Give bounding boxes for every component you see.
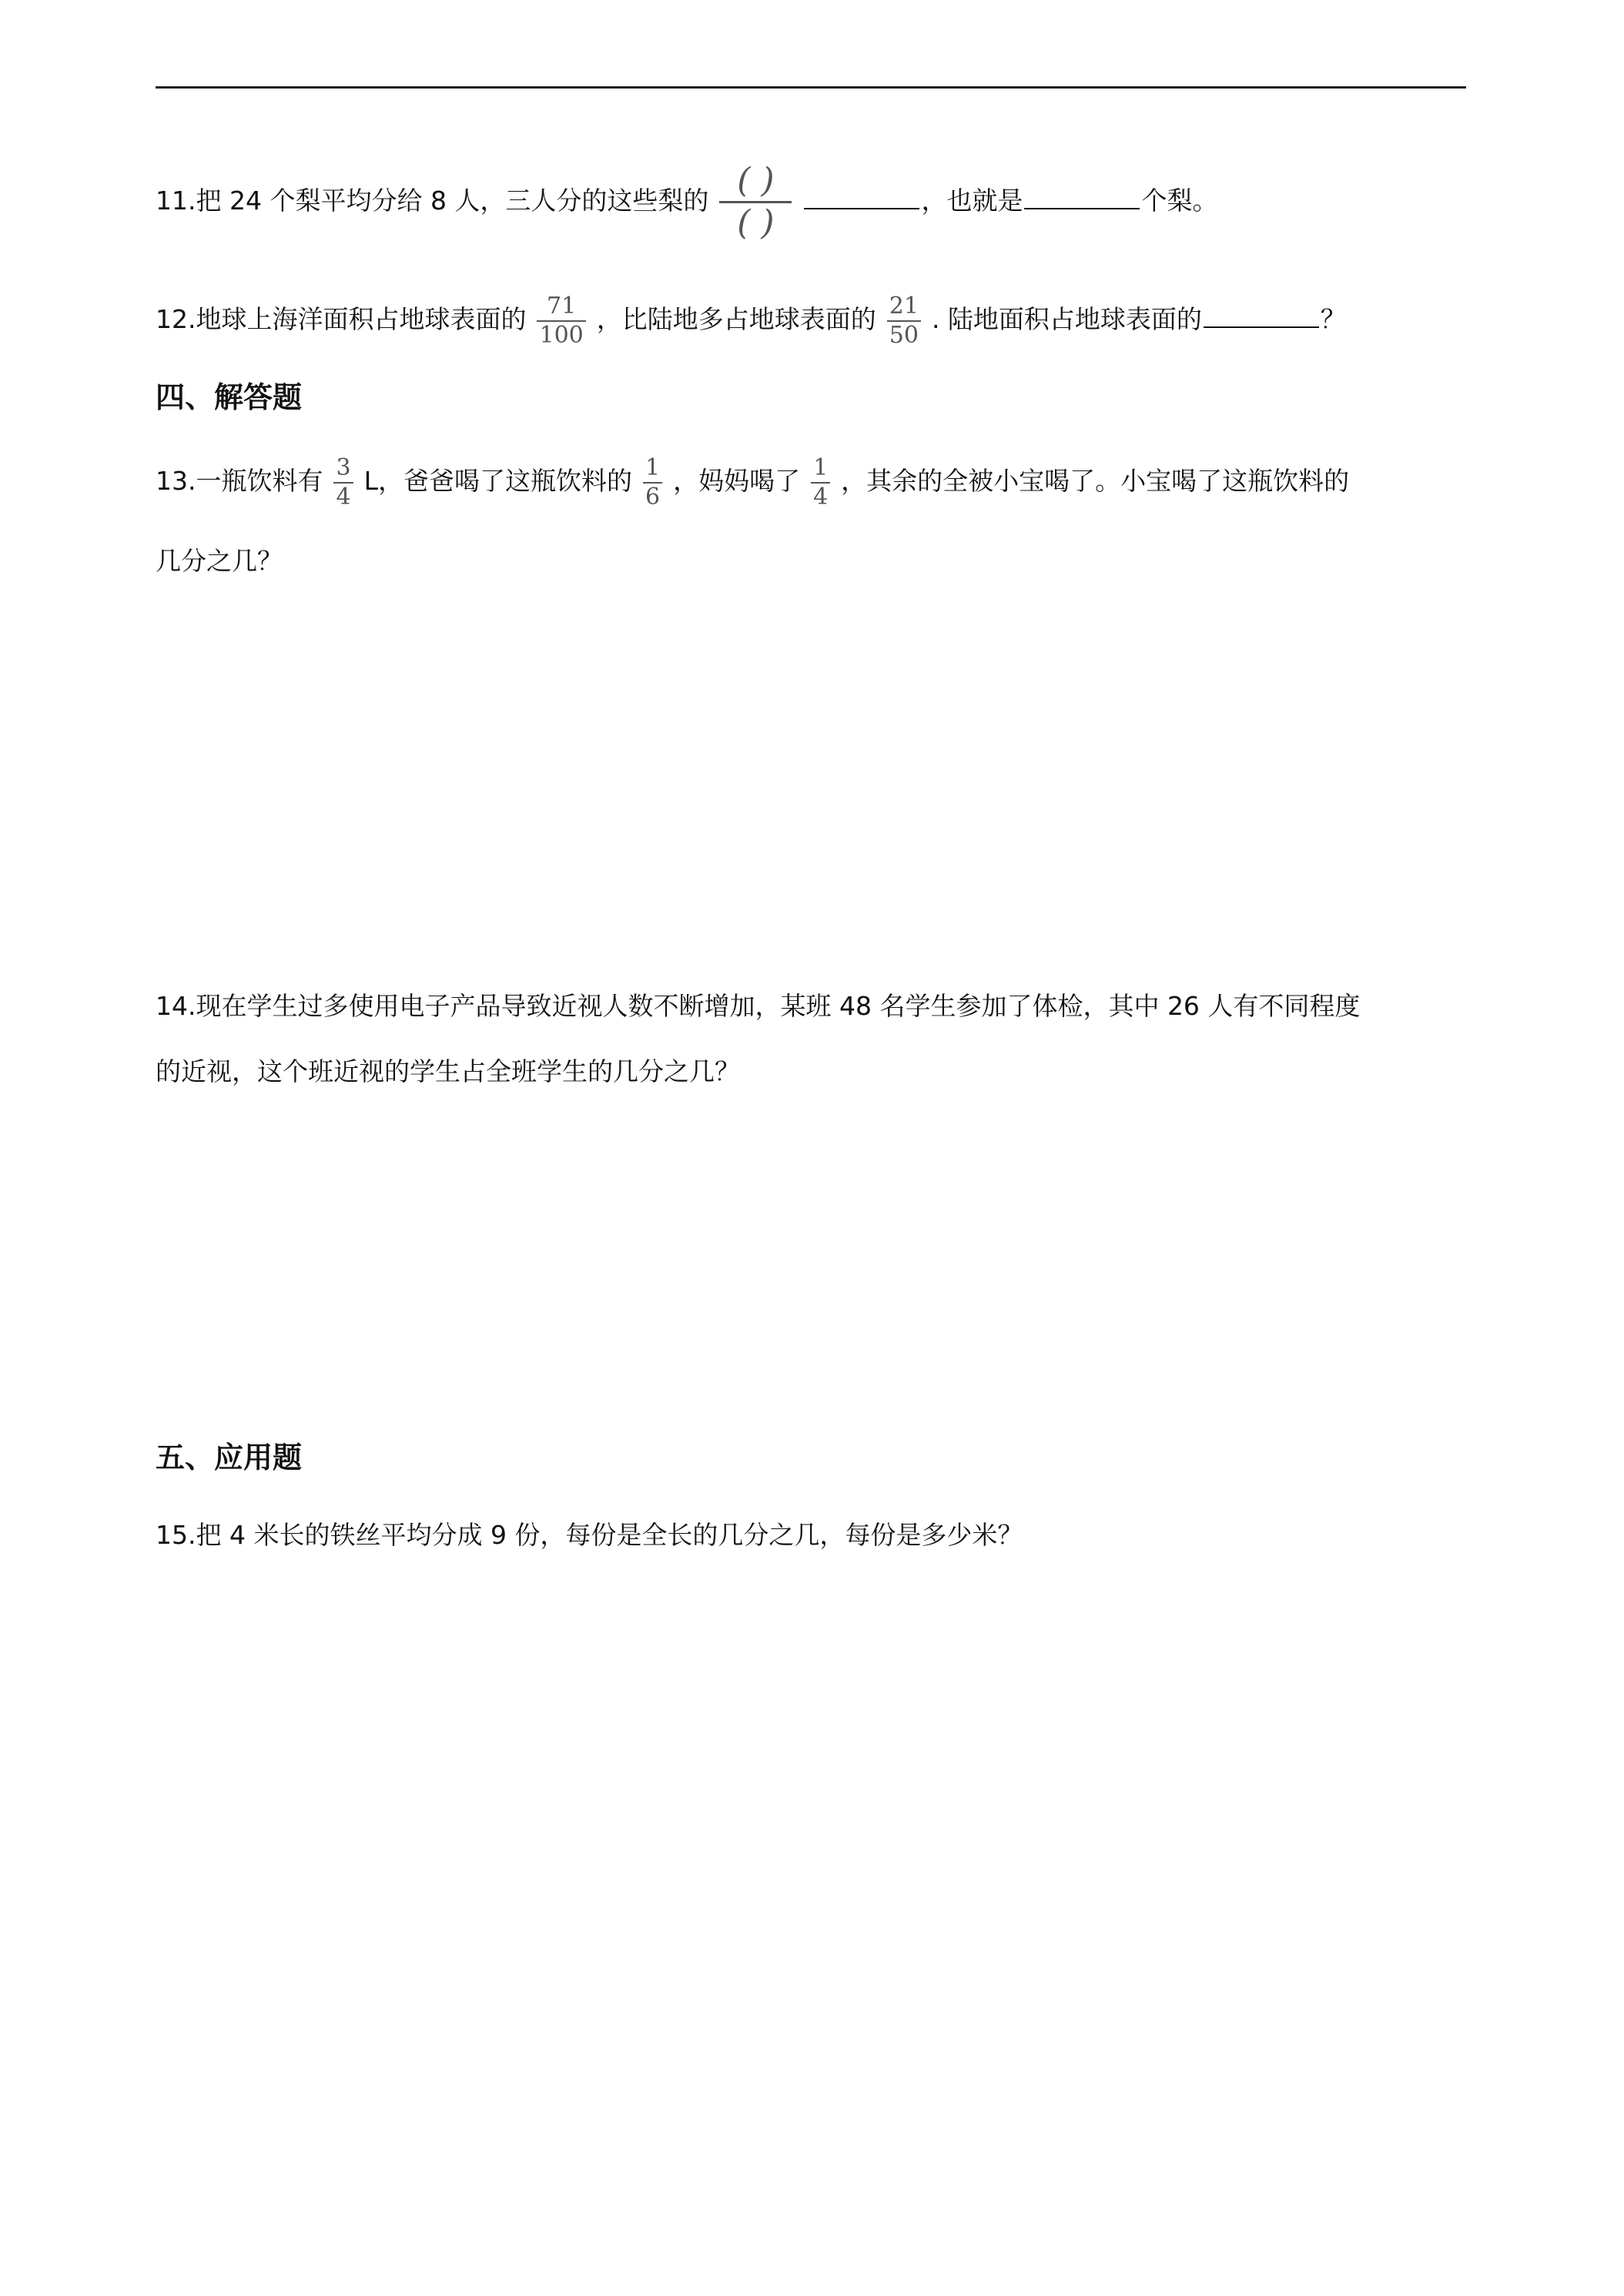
q11-fraction-numerator: ( ) xyxy=(737,161,775,200)
question-13 xyxy=(156,456,1349,509)
q11-fraction xyxy=(719,163,792,241)
q13-text-c: ，妈妈喝了 xyxy=(673,466,801,496)
q12-fraction-2-denominator: 50 xyxy=(889,321,919,349)
q13-text-b: L，爸爸喝了这瓶饮料的 xyxy=(363,466,632,496)
q14-line-2: 的近视，这个班近视的学生占全班学生的几分之几？ xyxy=(156,1056,740,1086)
section-heading-5: 五、应用题 xyxy=(156,1441,303,1474)
header-rule xyxy=(156,86,1466,89)
q12-blank[interactable] xyxy=(1204,303,1319,328)
q13-text-a: 13.一瓶饮料有 xyxy=(156,466,323,496)
q12-fraction-1 xyxy=(537,294,585,347)
q12-text-a: 12.地球上海洋面积占地球表面的 xyxy=(156,304,527,334)
q12-fraction-1-numerator: 71 xyxy=(547,293,577,320)
q13-line-2: 几分之几？ xyxy=(156,546,283,576)
q13-fraction-1 xyxy=(333,456,353,509)
q13-fraction-3-numerator: 1 xyxy=(813,454,829,481)
q12-fraction-2 xyxy=(887,294,921,347)
q11-text-c: 个梨。 xyxy=(1141,186,1218,216)
q13-fraction-2-denominator: 6 xyxy=(645,483,661,510)
q12-fraction-2-numerator: 21 xyxy=(889,293,919,320)
question-12 xyxy=(156,294,1346,347)
q14-line-1: 14.现在学生过多使用电子产品导致近视人数不断增加，某班 48 名学生参加了体检，其中 26 人有不同程度 xyxy=(156,991,1361,1021)
q13-fraction-1-denominator: 4 xyxy=(336,483,351,510)
q13-text-d: ，其余的全被小宝喝了。小宝喝了这瓶饮料的 xyxy=(841,466,1350,496)
q12-text-b: ，比陆地多占地球表面的 xyxy=(596,304,876,334)
q11-blank-1[interactable] xyxy=(804,185,919,209)
q13-fraction-3-denominator: 4 xyxy=(813,483,829,510)
q15-line-1: 15.把 4 米长的铁丝平均分成 9 份，每份是全长的几分之几，每份是多少米？ xyxy=(156,1520,1023,1550)
q12-text-d: ？ xyxy=(1320,304,1346,334)
q11-text-a: 11.把 24 个梨平均分给 8 人，三人分的这些梨的 xyxy=(156,186,709,216)
q12-text-c: . 陆地面积占地球表面的 xyxy=(931,304,1202,334)
question-11 xyxy=(156,163,1217,241)
q11-fraction-denominator: ( ) xyxy=(737,203,775,243)
section-heading-4: 四、解答题 xyxy=(156,380,303,414)
q11-blank-2[interactable] xyxy=(1024,185,1140,209)
q11-text-b: ，也就是 xyxy=(921,186,1023,216)
q13-fraction-1-numerator: 3 xyxy=(336,454,351,481)
q13-fraction-2 xyxy=(643,456,662,509)
q13-fraction-2-numerator: 1 xyxy=(645,454,661,481)
q13-fraction-3 xyxy=(811,456,830,509)
q12-fraction-1-denominator: 100 xyxy=(539,321,584,349)
